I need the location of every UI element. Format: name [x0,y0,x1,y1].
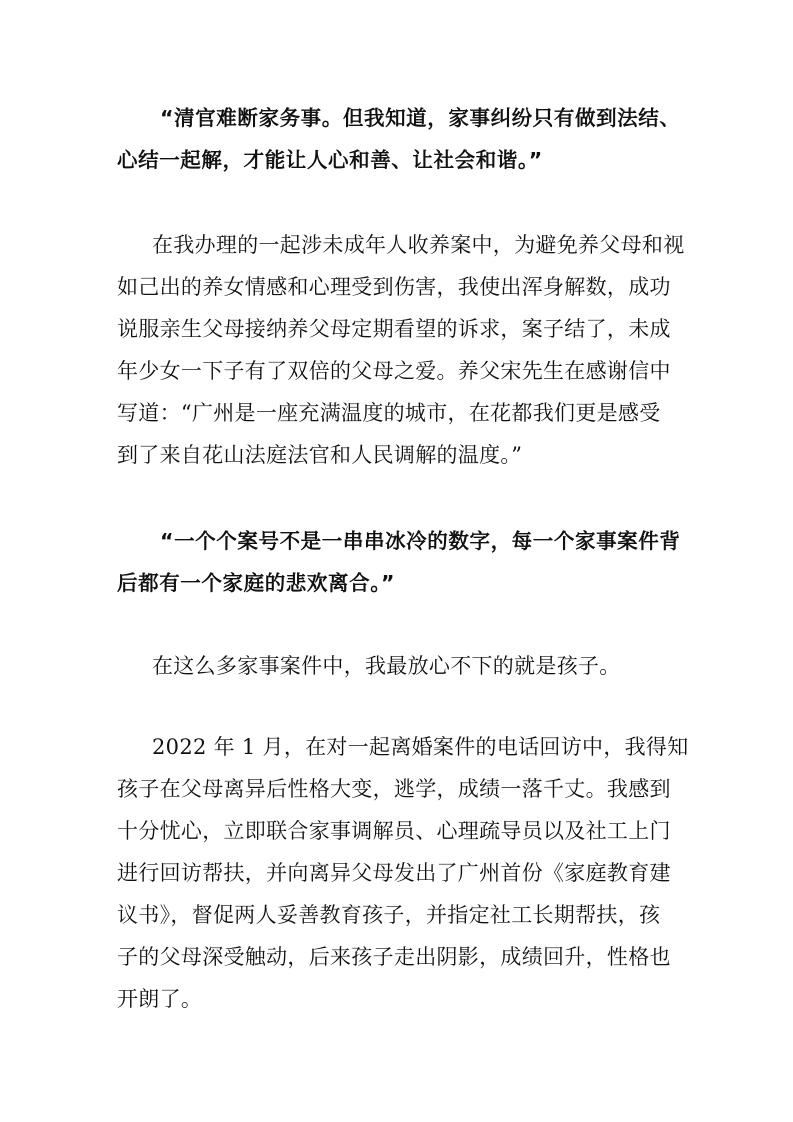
paragraph3-line-5: 议书》，督促两人妥善教育孩子，并指定社工长期帮扶，孩 [117,903,661,927]
quote1-line-1: “清官难断家务事。但我知道，家事纠纷只有做到法结、 [160,106,681,130]
quote2-line-2: 后都有一个家庭的悲欢离合。” [117,571,396,595]
paragraph3-line-6: 子的父母深受触动，后来孩子走出阴影，成绩回升，性格也 [117,945,671,969]
paragraph3-line-3: 十分忧心，立即联合家事调解员、心理疏导员以及社工上门 [117,819,671,843]
quote2-line-1: “一个个案号不是一串串冰冷的数字，每一个家事案件背 [160,529,681,553]
paragraph1-line-1: 在我办理的一起涉未成年人收养案中，为避免养父母和视 [152,233,685,257]
paragraph1-line-4: 年少女一下子有了双倍的父母之爱。养父宋先生在感谢信中 [117,359,671,383]
paragraph3-line-2: 孩子在父母离异后性格大变，逃学，成绩一落千丈。我感到 [117,777,671,801]
paragraph1-line-2: 如己出的养女情感和心理受到伤害，我使出浑身解数，成功 [117,275,671,299]
paragraph1-line-6: 到了来自花山法庭法官和人民调解的温度。” [117,443,523,467]
paragraph2-line-1: 在这么多家事案件中，我最放心不下的就是孩子。 [152,654,621,678]
quote1-line-2: 心结一起解，才能让人心和善、让社会和谐。” [117,148,543,172]
paragraph1-line-3: 说服亲生父母接纳养父母定期看望的诉求，案子结了，未成 [117,317,671,341]
paragraph3-line-1: 2022 年 1 月，在对一起离婚案件的电话回访中，我得知 [152,735,689,759]
paragraph3-line-4: 进行回访帮扶，并向离异父母发出了广州首份《家庭教育建 [117,861,671,885]
paragraph3-line-7: 开朗了。 [117,987,203,1011]
paragraph1-line-5: 写道：“广州是一座充满温度的城市，在花都我们更是感受 [117,401,661,425]
